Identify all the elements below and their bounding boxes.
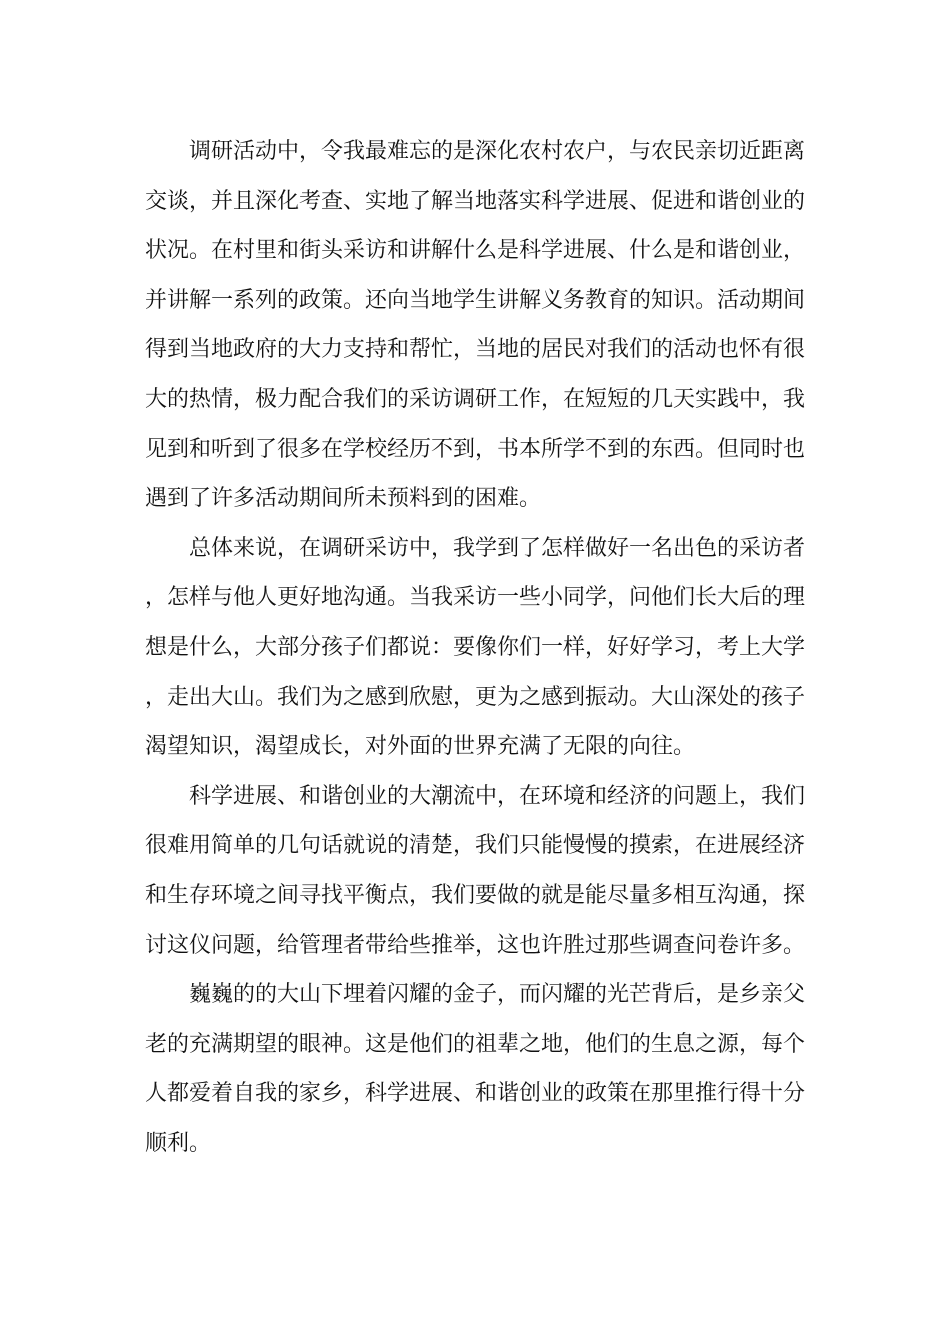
paragraph-3: 科学进展、和谐创业的大潮流中，在环境和经济的问题上，我们很难用简单的几句话就说的清楚，我们只能慢慢的摸索，在进展经济和生存环境之间寻找平衡点，我们要做的就是能尽量多相互沟通，探讨这仪问题，给管理者带给些推举，这也许胜过那些调查问卷许多。 bbox=[145, 783, 806, 958]
paragraph-4: 巍巍的的大山下埋着闪耀的金子，而闪耀的光芒背后，是乡亲父老的充满期望的眼神。这是他们的祖辈之地，他们的生息之源，每个人都爱着自我的家乡，科学进展、和谐创业的政策在那里推行得十分顺利。 bbox=[145, 982, 806, 1156]
document-body bbox=[145, 127, 805, 1168]
paragraph-2: 总体来说，在调研采访中，我学到了怎样做好一名出色的采访者，怎样与他人更好地沟通。当我采访一些小同学，问他们长大后的理想是什么，大部分孩子们都说：要像你们一样，好好学习，考上大学，走出大山。我们为之感到欣慰，更为之感到振动。大山深处的孩子渴望知识，渴望成长，对外面的世界充满了无限的向往。 bbox=[145, 535, 806, 760]
paragraph-1: 调研活动中，令我最难忘的是深化农村农户，与农民亲切近距离交谈，并且深化考查、实地了解当地落实科学进展、促进和谐创业的状况。在村里和街头采访和讲解什么是科学进展、什么是和谐创业，并讲解一系列的政策。还向当地学生讲解义务教育的知识。活动期间得到当地政府的大力支持和帮忙，当地的居民对我们的活动也怀有很大的热情，极力配合我们的采访调研工作，在短短的几天实践中，我见到和听到了很多在学校经历不到，书本所学不到的东西。但同时也遇到了许多活动期间所未预料到的困难。 bbox=[145, 139, 806, 512]
